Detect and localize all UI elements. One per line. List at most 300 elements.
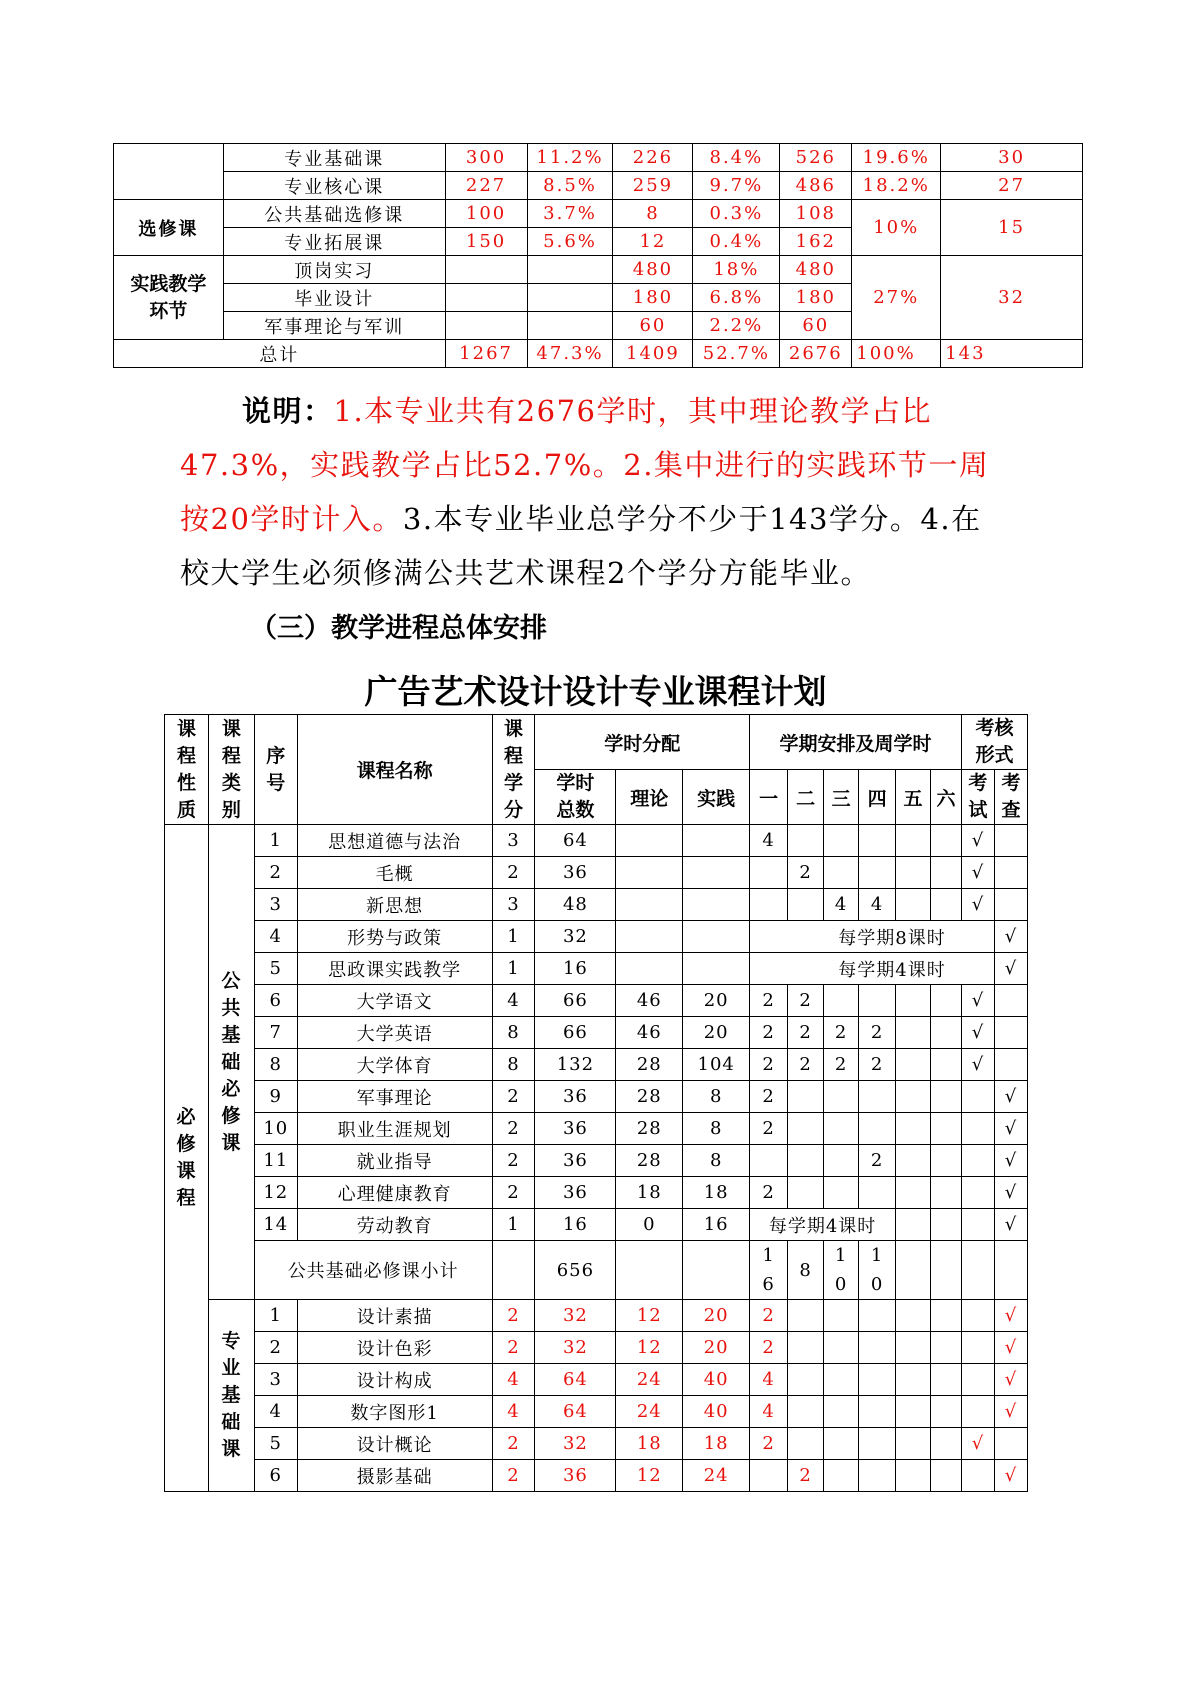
sem-hours bbox=[788, 1332, 824, 1364]
exam-mark: √ bbox=[961, 857, 994, 889]
sem-hours bbox=[824, 857, 859, 889]
sem-hours: 2 bbox=[750, 1017, 788, 1049]
sem-hours bbox=[896, 857, 931, 889]
sem-hours bbox=[896, 1017, 931, 1049]
row-seq: 5 bbox=[254, 1428, 297, 1460]
sem-hours: 2 bbox=[859, 1145, 896, 1177]
header-practice: 实践 bbox=[683, 770, 750, 825]
row-seq: 12 bbox=[254, 1177, 297, 1209]
header-sem: 五 bbox=[896, 770, 931, 825]
row-seq: 6 bbox=[254, 1460, 297, 1492]
exam-mark bbox=[961, 1396, 994, 1428]
sem-hours bbox=[859, 825, 896, 857]
table-row bbox=[165, 1145, 1028, 1177]
total-label: 总计 bbox=[114, 340, 446, 368]
sem-hours bbox=[824, 1081, 859, 1113]
course-total-hours: 32 bbox=[535, 921, 616, 953]
course-total-hours: 64 bbox=[535, 1364, 616, 1396]
sem-hours bbox=[824, 1145, 859, 1177]
check-mark: √ bbox=[994, 1113, 1027, 1145]
empty-cell bbox=[527, 256, 613, 284]
row-seq: 5 bbox=[254, 953, 297, 985]
practice-hours: 104 bbox=[683, 1049, 750, 1081]
course-name: 大学语文 bbox=[297, 985, 492, 1017]
course-type-name: 顶岗实习 bbox=[223, 256, 445, 284]
practice-hours: 12 bbox=[613, 228, 693, 256]
sem-hours bbox=[750, 1145, 788, 1177]
empty-cell bbox=[527, 312, 613, 340]
group-cell-empty bbox=[114, 144, 224, 200]
exam-mark bbox=[961, 1177, 994, 1209]
table-row bbox=[114, 200, 1083, 228]
sem-hours: 2 bbox=[788, 1460, 824, 1492]
row-seq: 9 bbox=[254, 1081, 297, 1113]
exam-mark bbox=[961, 1081, 994, 1113]
table-row bbox=[165, 825, 1028, 857]
subtotal-theory bbox=[616, 1241, 683, 1300]
practice-hours: 226 bbox=[613, 144, 693, 172]
header-row bbox=[165, 715, 1028, 770]
table-row bbox=[165, 1049, 1028, 1081]
table-row bbox=[114, 256, 1083, 284]
theory-hours: 24 bbox=[616, 1364, 683, 1396]
course-credit: 2 bbox=[492, 1081, 535, 1113]
course-name: 大学体育 bbox=[297, 1049, 492, 1081]
theory-hours: 46 bbox=[616, 1017, 683, 1049]
sem-hours bbox=[931, 1460, 962, 1492]
check-mark: √ bbox=[994, 921, 1027, 953]
check-mark: √ bbox=[994, 1177, 1027, 1209]
total-ratio: 27% bbox=[852, 256, 941, 340]
theory-hours bbox=[616, 857, 683, 889]
row-seq: 4 bbox=[254, 921, 297, 953]
check-mark bbox=[994, 889, 1027, 921]
sem-hours: 4 bbox=[750, 1364, 788, 1396]
theory-hours bbox=[616, 953, 683, 985]
total-hours: 180 bbox=[780, 284, 852, 312]
subtotal-row bbox=[165, 1241, 1028, 1300]
header-check-text: 考查 bbox=[1001, 772, 1021, 821]
sem-hours bbox=[896, 889, 931, 921]
check-mark: √ bbox=[994, 1300, 1027, 1332]
course-credit: 2 bbox=[492, 1460, 535, 1492]
plan-title: 广告艺术设计设计专业课程计划 bbox=[364, 672, 827, 711]
sem-hours bbox=[859, 1300, 896, 1332]
theory-hours: 24 bbox=[616, 1396, 683, 1428]
check-mark bbox=[994, 1428, 1027, 1460]
empty-cell bbox=[445, 256, 527, 284]
exam-mark: √ bbox=[961, 825, 994, 857]
plan-body bbox=[165, 825, 1028, 1492]
sem-hours bbox=[859, 1428, 896, 1460]
course-type-name: 毕业设计 bbox=[223, 284, 445, 312]
note-red-text: 1.本专业共有2676学时，其中理论教学占比47.3%，实践教学占比52.7%。2.集中进行的实践环节一周按20学时计入。 bbox=[180, 394, 990, 536]
table-row bbox=[165, 985, 1028, 1017]
sem-cell bbox=[931, 1209, 962, 1241]
course-name: 设计构成 bbox=[297, 1364, 492, 1396]
sem-hours bbox=[896, 1145, 931, 1177]
course-name: 劳动教育 bbox=[297, 1209, 492, 1241]
check-mark: √ bbox=[994, 1364, 1027, 1396]
sem-hours: 2 bbox=[788, 857, 824, 889]
course-total-hours: 36 bbox=[535, 857, 616, 889]
sem-hours bbox=[931, 857, 962, 889]
theory-hours bbox=[616, 889, 683, 921]
total-hours: 480 bbox=[780, 256, 852, 284]
exam-mark bbox=[961, 1209, 994, 1241]
practice-hours: 8 bbox=[683, 1145, 750, 1177]
course-name: 就业指导 bbox=[297, 1145, 492, 1177]
exam-mark bbox=[961, 1364, 994, 1396]
row-seq: 2 bbox=[254, 857, 297, 889]
sem-hours bbox=[931, 1049, 962, 1081]
practice-hours: 8 bbox=[683, 1081, 750, 1113]
credits: 32 bbox=[941, 256, 1083, 340]
sem-hours bbox=[788, 1364, 824, 1396]
theory-ratio: 3.7% bbox=[527, 200, 613, 228]
empty-cell bbox=[445, 312, 527, 340]
check-mark bbox=[994, 1049, 1027, 1081]
sem-hours: 4 bbox=[750, 1396, 788, 1428]
practice-hours: 20 bbox=[683, 1332, 750, 1364]
check-mark: √ bbox=[994, 1396, 1027, 1428]
practice-ratio: 0.4% bbox=[693, 228, 780, 256]
table-row bbox=[114, 144, 1083, 172]
course-credit: 2 bbox=[492, 1300, 535, 1332]
exam-mark bbox=[961, 1300, 994, 1332]
practice-ratio: 0.3% bbox=[693, 200, 780, 228]
subtotal-sem: 10 bbox=[824, 1241, 859, 1300]
sem-hours bbox=[896, 1364, 931, 1396]
course-name: 思想道德与法治 bbox=[297, 825, 492, 857]
row-seq: 1 bbox=[254, 825, 297, 857]
theory-hours: 12 bbox=[616, 1300, 683, 1332]
theory-hours: 18 bbox=[616, 1177, 683, 1209]
theory-hours bbox=[616, 825, 683, 857]
course-credit: 3 bbox=[492, 825, 535, 857]
sem-hours: 4 bbox=[824, 889, 859, 921]
theory-hours: 46 bbox=[616, 985, 683, 1017]
practice-hours: 20 bbox=[683, 985, 750, 1017]
sem-hours bbox=[896, 1460, 931, 1492]
row-seq: 11 bbox=[254, 1145, 297, 1177]
nature-required bbox=[165, 825, 209, 1492]
check-mark bbox=[994, 985, 1027, 1017]
credits: 30 bbox=[941, 144, 1083, 172]
sem-hours bbox=[931, 985, 962, 1017]
sem-hours: 2 bbox=[788, 985, 824, 1017]
subtotal-total-hours: 656 bbox=[535, 1241, 616, 1300]
sem-hours: 2 bbox=[859, 1017, 896, 1049]
course-name: 军事理论 bbox=[297, 1081, 492, 1113]
course-credit: 8 bbox=[492, 1017, 535, 1049]
exam-mark: √ bbox=[961, 1428, 994, 1460]
course-credit: 4 bbox=[492, 1364, 535, 1396]
practice-hours: 480 bbox=[613, 256, 693, 284]
header-sem: 一 bbox=[750, 770, 788, 825]
subtotal-practice bbox=[683, 1241, 750, 1300]
header-sem: 六 bbox=[931, 770, 962, 825]
practice-hours: 8 bbox=[683, 1113, 750, 1145]
practice-ratio: 18% bbox=[693, 256, 780, 284]
row-seq: 8 bbox=[254, 1049, 297, 1081]
sem-hours bbox=[859, 1364, 896, 1396]
course-name: 心理健康教育 bbox=[297, 1177, 492, 1209]
check-mark bbox=[994, 857, 1027, 889]
theory-hours: 28 bbox=[616, 1113, 683, 1145]
header-category bbox=[208, 715, 254, 825]
header-seq bbox=[254, 715, 297, 825]
table-row bbox=[165, 1428, 1028, 1460]
header-credit-text: 课程学分 bbox=[504, 717, 524, 821]
sem-hours bbox=[788, 825, 824, 857]
sem-hours: 2 bbox=[750, 1081, 788, 1113]
theory-hours: 28 bbox=[616, 1145, 683, 1177]
sem-hours bbox=[896, 985, 931, 1017]
course-type-name: 专业拓展课 bbox=[223, 228, 445, 256]
check-mark: √ bbox=[994, 953, 1027, 985]
course-credit: 1 bbox=[492, 1209, 535, 1241]
total-hours: 162 bbox=[780, 228, 852, 256]
theory-hours: 12 bbox=[616, 1460, 683, 1492]
sem-hours bbox=[824, 1177, 859, 1209]
course-total-hours: 64 bbox=[535, 1396, 616, 1428]
total-hours: 60 bbox=[780, 312, 852, 340]
group-practice: 实践教学环节 bbox=[114, 256, 224, 340]
sem-hours bbox=[931, 1364, 962, 1396]
exam-mark: √ bbox=[961, 1049, 994, 1081]
sem-hours bbox=[896, 1177, 931, 1209]
course-total-hours: 32 bbox=[535, 1428, 616, 1460]
row-seq: 1 bbox=[254, 1300, 297, 1332]
theory-ratio: 47.3% bbox=[527, 340, 613, 368]
total-hours: 2676 bbox=[780, 340, 852, 368]
sem-hours bbox=[931, 1113, 962, 1145]
header-nature bbox=[165, 715, 209, 825]
subtotal-sem: 10 bbox=[859, 1241, 896, 1300]
practice-hours: 18 bbox=[683, 1428, 750, 1460]
nature-required-text: 必修课程 bbox=[176, 1106, 197, 1209]
practice-hours: 20 bbox=[683, 1300, 750, 1332]
subtotal-sem: 16 bbox=[750, 1241, 788, 1300]
practice-hours bbox=[683, 889, 750, 921]
sem-hours bbox=[931, 825, 962, 857]
sem-hours: 2 bbox=[750, 1113, 788, 1145]
sem-hours bbox=[824, 1332, 859, 1364]
sem-hours bbox=[931, 1017, 962, 1049]
course-credit: 2 bbox=[492, 1113, 535, 1145]
sem-hours bbox=[896, 1428, 931, 1460]
theory-hours: 12 bbox=[616, 1332, 683, 1364]
total-hours: 108 bbox=[780, 200, 852, 228]
sem-hours bbox=[788, 889, 824, 921]
course-credit: 4 bbox=[492, 985, 535, 1017]
note-paragraph bbox=[180, 384, 1012, 600]
practice-hours: 8 bbox=[613, 200, 693, 228]
header-exam-text: 考试 bbox=[968, 772, 988, 821]
sem-hours bbox=[788, 1396, 824, 1428]
sem-hours bbox=[859, 1113, 896, 1145]
row-seq: 2 bbox=[254, 1332, 297, 1364]
sem-hours bbox=[788, 1177, 824, 1209]
practice-ratio: 2.2% bbox=[693, 312, 780, 340]
practice-hours bbox=[683, 953, 750, 985]
check-mark bbox=[994, 825, 1027, 857]
row-seq: 3 bbox=[254, 1364, 297, 1396]
sem-hours: 2 bbox=[750, 985, 788, 1017]
sem-hours bbox=[896, 1049, 931, 1081]
theory-ratio: 5.6% bbox=[527, 228, 613, 256]
course-credit: 2 bbox=[492, 857, 535, 889]
practice-ratio: 8.4% bbox=[693, 144, 780, 172]
header-total-hours-text: 学时总数 bbox=[556, 772, 595, 821]
course-credit: 2 bbox=[492, 1428, 535, 1460]
practice-hours: 1409 bbox=[613, 340, 693, 368]
practice-hours: 180 bbox=[613, 284, 693, 312]
table-row bbox=[165, 1460, 1028, 1492]
course-plan-table bbox=[164, 714, 1028, 1492]
theory-hours: 1267 bbox=[445, 340, 527, 368]
header-sem: 三 bbox=[824, 770, 859, 825]
course-total-hours: 36 bbox=[535, 1113, 616, 1145]
theory-hours: 227 bbox=[445, 172, 527, 200]
sem-hours bbox=[824, 1300, 859, 1332]
table-row bbox=[165, 921, 1028, 953]
course-total-hours: 64 bbox=[535, 825, 616, 857]
sem-hours bbox=[896, 1113, 931, 1145]
course-credit: 1 bbox=[492, 953, 535, 985]
table-row bbox=[165, 1017, 1028, 1049]
practice-hours: 40 bbox=[683, 1396, 750, 1428]
table-row-total bbox=[114, 340, 1083, 368]
practice-hours bbox=[683, 825, 750, 857]
header-category-text: 课程类别 bbox=[221, 717, 241, 821]
practice-hours: 60 bbox=[613, 312, 693, 340]
course-name: 设计概论 bbox=[297, 1428, 492, 1460]
sem-hours: 2 bbox=[788, 1017, 824, 1049]
credits: 27 bbox=[941, 172, 1083, 200]
category-professional-text: 专业基础课 bbox=[221, 1330, 242, 1460]
sem-hours bbox=[788, 1145, 824, 1177]
header-theory: 理论 bbox=[616, 770, 683, 825]
credit-summary-table bbox=[113, 143, 1083, 368]
course-name: 设计色彩 bbox=[297, 1332, 492, 1364]
practice-ratio: 9.7% bbox=[693, 172, 780, 200]
header-nature-text: 课程性质 bbox=[176, 717, 196, 821]
sem-hours bbox=[896, 1300, 931, 1332]
sem-hours bbox=[896, 1081, 931, 1113]
course-type-name: 军事理论与军训 bbox=[223, 312, 445, 340]
sem-hours bbox=[824, 985, 859, 1017]
table-row bbox=[165, 953, 1028, 985]
practice-hours: 40 bbox=[683, 1364, 750, 1396]
exam-mark bbox=[961, 1460, 994, 1492]
category-professional bbox=[208, 1300, 254, 1492]
course-credit: 1 bbox=[492, 921, 535, 953]
sem-hours bbox=[824, 825, 859, 857]
course-credit: 2 bbox=[492, 1332, 535, 1364]
sem-hours bbox=[896, 1332, 931, 1364]
row-seq: 7 bbox=[254, 1017, 297, 1049]
course-total-hours: 16 bbox=[535, 1209, 616, 1241]
course-total-hours: 16 bbox=[535, 953, 616, 985]
practice-hours bbox=[683, 857, 750, 889]
sem-hours bbox=[859, 857, 896, 889]
course-credit: 2 bbox=[492, 1177, 535, 1209]
header-exam bbox=[961, 770, 994, 825]
subtotal-credit bbox=[492, 1241, 535, 1300]
course-total-hours: 48 bbox=[535, 889, 616, 921]
credits: 15 bbox=[941, 200, 1083, 256]
header-sem: 四 bbox=[859, 770, 896, 825]
course-total-hours: 36 bbox=[535, 1460, 616, 1492]
header-seq-text: 序号 bbox=[266, 744, 286, 794]
theory-hours: 300 bbox=[445, 144, 527, 172]
subtotal-label: 公共基础必修课小计 bbox=[254, 1241, 492, 1300]
exam-mark bbox=[961, 1145, 994, 1177]
category-public bbox=[208, 825, 254, 1300]
total-ratio: 100% bbox=[852, 340, 941, 368]
header-name: 课程名称 bbox=[297, 715, 492, 825]
row-seq: 10 bbox=[254, 1113, 297, 1145]
theory-ratio: 11.2% bbox=[527, 144, 613, 172]
subtotal-exam bbox=[961, 1241, 994, 1300]
check-mark: √ bbox=[994, 1332, 1027, 1364]
course-name: 新思想 bbox=[297, 889, 492, 921]
course-name: 设计素描 bbox=[297, 1300, 492, 1332]
theory-hours bbox=[616, 921, 683, 953]
exam-mark bbox=[961, 1332, 994, 1364]
theory-hours: 150 bbox=[445, 228, 527, 256]
sem-hours bbox=[859, 985, 896, 1017]
sem-hours bbox=[750, 1460, 788, 1492]
subtotal-sem bbox=[931, 1241, 962, 1300]
sem-hours bbox=[788, 1113, 824, 1145]
table-row bbox=[165, 857, 1028, 889]
sem-hours bbox=[931, 1177, 962, 1209]
total-ratio: 18.2% bbox=[852, 172, 941, 200]
sem-hours bbox=[824, 1460, 859, 1492]
total-hours: 486 bbox=[780, 172, 852, 200]
course-name: 摄影基础 bbox=[297, 1460, 492, 1492]
table-row bbox=[165, 1209, 1028, 1241]
course-credit: 2 bbox=[492, 1145, 535, 1177]
sem-hours bbox=[931, 1300, 962, 1332]
course-total-hours: 32 bbox=[535, 1332, 616, 1364]
sem-hours bbox=[931, 1428, 962, 1460]
practice-hours: 24 bbox=[683, 1460, 750, 1492]
sem-hours bbox=[750, 857, 788, 889]
practice-ratio: 52.7% bbox=[693, 340, 780, 368]
sem-hours: 2 bbox=[750, 1300, 788, 1332]
empty-cell bbox=[527, 284, 613, 312]
practice-hours: 16 bbox=[683, 1209, 750, 1241]
theory-hours: 18 bbox=[616, 1428, 683, 1460]
sem-hours bbox=[788, 1300, 824, 1332]
course-total-hours: 32 bbox=[535, 1300, 616, 1332]
course-type-name: 专业基础课 bbox=[223, 144, 445, 172]
course-credit: 3 bbox=[492, 889, 535, 921]
section-heading: （三）教学进程总体安排 bbox=[250, 613, 547, 644]
header-total-hours bbox=[535, 770, 616, 825]
course-total-hours: 36 bbox=[535, 1145, 616, 1177]
theory-hours: 0 bbox=[616, 1209, 683, 1241]
course-type-name: 公共基础选修课 bbox=[223, 200, 445, 228]
table-row bbox=[165, 1177, 1028, 1209]
practice-hours: 18 bbox=[683, 1177, 750, 1209]
sem-hours bbox=[896, 1396, 931, 1428]
row-seq: 6 bbox=[254, 985, 297, 1017]
